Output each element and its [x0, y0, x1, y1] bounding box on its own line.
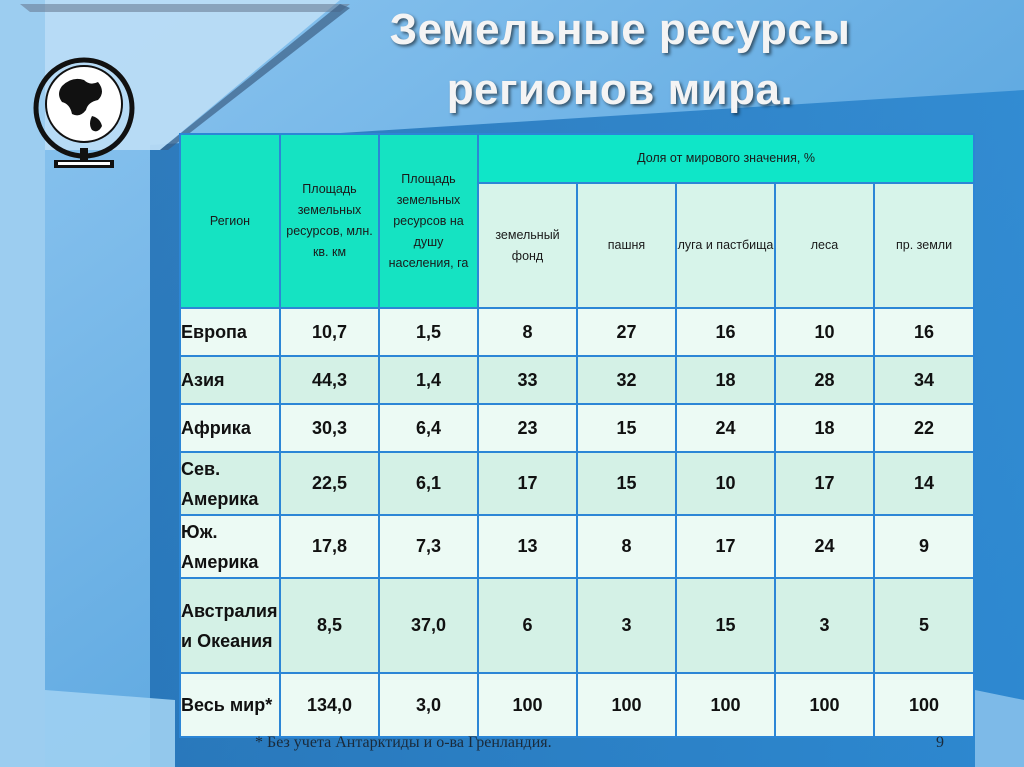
- cell-region: Африка: [180, 404, 280, 452]
- cell-share: 16: [676, 308, 775, 356]
- cell-share: 100: [676, 673, 775, 737]
- cell-share: 14: [874, 452, 974, 515]
- table-row: [180, 452, 974, 515]
- table-row: [180, 673, 974, 737]
- cell-share: 33: [478, 356, 577, 404]
- cell-per-capita: 6,1: [379, 452, 478, 515]
- cell-share: 9: [874, 515, 974, 578]
- cell-area: 22,5: [280, 452, 379, 515]
- cell-per-capita: 1,4: [379, 356, 478, 404]
- cell-per-capita: 1,5: [379, 308, 478, 356]
- header-per-capita: Площадь земельных ресурсов на душу населения, га: [379, 134, 478, 308]
- cell-area: 10,7: [280, 308, 379, 356]
- globe-icon: [32, 56, 136, 176]
- cell-per-capita: 3,0: [379, 673, 478, 737]
- cell-share: 18: [676, 356, 775, 404]
- title-line-1: Земельные ресурсы: [389, 5, 851, 54]
- cell-share: 10: [775, 308, 874, 356]
- cell-share: 27: [577, 308, 676, 356]
- cell-area: 30,3: [280, 404, 379, 452]
- cell-share: 28: [775, 356, 874, 404]
- cell-share: 34: [874, 356, 974, 404]
- header-arable: пашня: [577, 183, 676, 308]
- footnote: * Без учета Антарктиды и о-ва Гренландия.: [255, 734, 552, 751]
- cell-share: 24: [676, 404, 775, 452]
- cell-share: 100: [478, 673, 577, 737]
- header-other-land: пр. земли: [874, 183, 974, 308]
- land-resources-table: [179, 133, 975, 738]
- header-share-group: Доля от мирового значения, %: [478, 134, 974, 183]
- cell-share: 3: [775, 578, 874, 673]
- table-row: [180, 515, 974, 578]
- title-line-2: регионов мира.: [446, 65, 794, 114]
- cell-share: 18: [775, 404, 874, 452]
- table-row: [180, 308, 974, 356]
- cell-share: 15: [577, 452, 676, 515]
- cell-area: 17,8: [280, 515, 379, 578]
- cell-region: Азия: [180, 356, 280, 404]
- cell-per-capita: 7,3: [379, 515, 478, 578]
- cell-region: Весь мир*: [180, 673, 280, 737]
- cell-region: Сев. Америка: [180, 452, 280, 515]
- cell-region: Юж. Америка: [180, 515, 280, 578]
- cell-region: Европа: [180, 308, 280, 356]
- cell-area: 134,0: [280, 673, 379, 737]
- cell-share: 16: [874, 308, 974, 356]
- header-region: Регион: [180, 134, 280, 308]
- cell-share: 22: [874, 404, 974, 452]
- cell-area: 8,5: [280, 578, 379, 673]
- header-meadows: луга и пастбища: [676, 183, 775, 308]
- cell-area: 44,3: [280, 356, 379, 404]
- page-number: 9: [936, 734, 944, 751]
- cell-share: 8: [577, 515, 676, 578]
- cell-per-capita: 6,4: [379, 404, 478, 452]
- cell-share: 17: [478, 452, 577, 515]
- cell-share: 13: [478, 515, 577, 578]
- cell-share: 24: [775, 515, 874, 578]
- header-row-1: [180, 134, 974, 183]
- header-land-fund: земельный фонд: [478, 183, 577, 308]
- cell-share: 17: [676, 515, 775, 578]
- cell-share: 3: [577, 578, 676, 673]
- cell-share: 15: [676, 578, 775, 673]
- cell-share: 5: [874, 578, 974, 673]
- slide-title: [290, 0, 950, 120]
- cell-share: 10: [676, 452, 775, 515]
- cell-share: 32: [577, 356, 676, 404]
- table-row: [180, 356, 974, 404]
- cell-share: 100: [577, 673, 676, 737]
- header-forests: леса: [775, 183, 874, 308]
- header-area: Площадь земельных ресурсов, млн. кв. км: [280, 134, 379, 308]
- cell-share: 6: [478, 578, 577, 673]
- cell-share: 100: [775, 673, 874, 737]
- cell-region: Австралия и Океания: [180, 578, 280, 673]
- cell-share: 15: [577, 404, 676, 452]
- cell-share: 100: [874, 673, 974, 737]
- cell-share: 8: [478, 308, 577, 356]
- table-row: [180, 578, 974, 673]
- cell-per-capita: 37,0: [379, 578, 478, 673]
- cell-share: 17: [775, 452, 874, 515]
- cell-share: 23: [478, 404, 577, 452]
- table-row: [180, 404, 974, 452]
